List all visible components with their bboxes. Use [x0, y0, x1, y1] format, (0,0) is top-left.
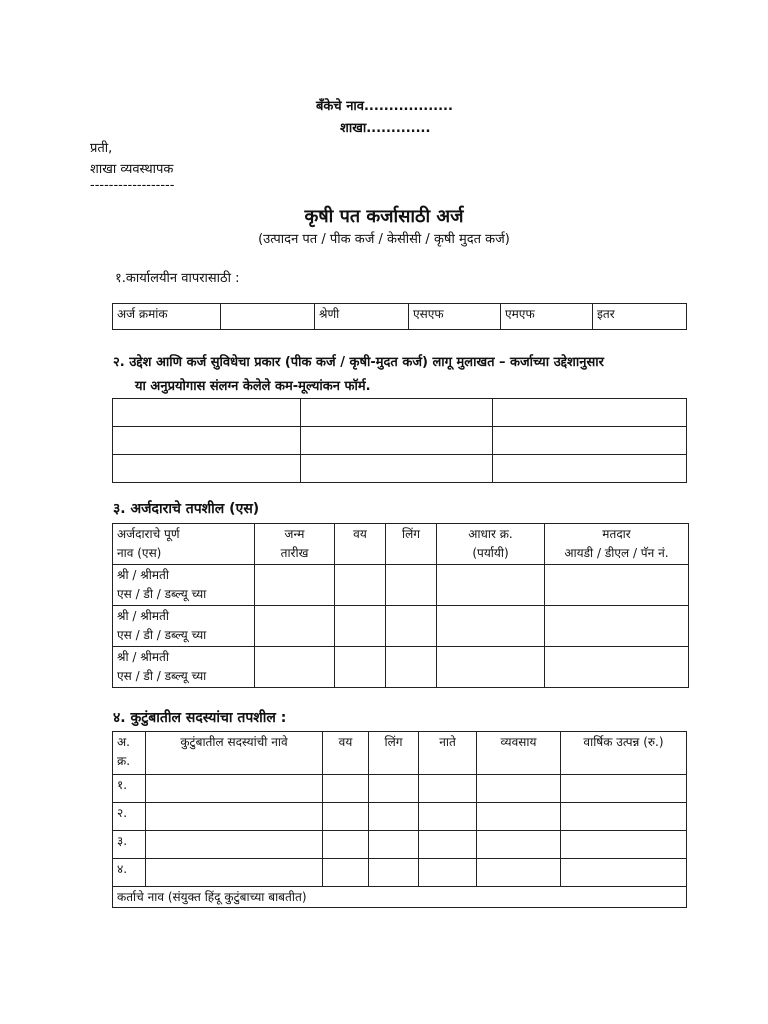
category-other-cell[interactable]: इतर: [593, 304, 687, 330]
annual-income-cell[interactable]: [561, 775, 687, 803]
occupation-cell[interactable]: [477, 859, 561, 887]
occupation-header: व्यवसाय: [477, 732, 561, 775]
purpose-cell[interactable]: [113, 455, 301, 483]
application-number-field[interactable]: [221, 304, 315, 330]
purpose-cell[interactable]: [113, 427, 301, 455]
bank-name: बँकेचे नाव..................: [316, 99, 453, 114]
age-cell[interactable]: [335, 565, 386, 606]
gender-cell[interactable]: [369, 775, 419, 803]
member-name-cell[interactable]: [146, 859, 323, 887]
serial-number-cell: १.: [113, 775, 146, 803]
applicant-name-cell[interactable]: श्री / श्रीमती एस / डी / डब्ल्यू च्या: [113, 565, 255, 606]
occupation-cell[interactable]: [477, 831, 561, 859]
relation-cell[interactable]: [419, 831, 477, 859]
annual-income-header: वार्षिक उत्पन्न (रु.): [561, 732, 687, 775]
applicant-name-header: अर्जदाराचे पूर्ण नाव (एस): [113, 524, 255, 565]
section4-heading: ४. कुटुंबातील सदस्यांचा तपशील :: [113, 710, 287, 726]
applicant-details-table: [112, 523, 689, 688]
applicant-row: [113, 647, 689, 688]
serial-number-cell: ३.: [113, 831, 146, 859]
relation-cell[interactable]: [419, 775, 477, 803]
date-of-birth-cell[interactable]: [255, 606, 335, 647]
occupation-cell[interactable]: [477, 803, 561, 831]
member-name-cell[interactable]: [146, 775, 323, 803]
category-mf-cell[interactable]: एमएफ: [501, 304, 593, 330]
age-header: वय: [335, 524, 386, 565]
gender-header: लिंग: [369, 732, 419, 775]
family-member-row: [113, 831, 687, 859]
relation-cell[interactable]: [419, 803, 477, 831]
purpose-cell[interactable]: [493, 399, 687, 427]
section1-heading: १.कार्यालयीन वापरासाठी :: [115, 271, 240, 286]
voter-id-cell[interactable]: [545, 647, 689, 688]
age-header: वय: [323, 732, 369, 775]
branch-name: शाखा.............: [340, 121, 431, 136]
gender-cell[interactable]: [386, 565, 437, 606]
family-member-row: [113, 803, 687, 831]
purpose-cell[interactable]: [301, 399, 493, 427]
age-cell[interactable]: [323, 859, 369, 887]
gender-header: लिंग: [386, 524, 437, 565]
serial-number-cell: ४.: [113, 859, 146, 887]
section2-heading-line1: २. उद्देश आणि कर्ज सुविधेचा प्रकार (पीक कर्ज / कृषी-मुदत कर्ज) लागू मुलाखत – कर्जाच्या उद्देशानुसार: [113, 355, 604, 370]
date-of-birth-header: जन्म तारीख: [255, 524, 335, 565]
form-title: कृषी पत कर्जासाठी अर्ज: [304, 206, 464, 227]
age-cell[interactable]: [323, 775, 369, 803]
aadhaar-cell[interactable]: [437, 565, 545, 606]
age-cell[interactable]: [335, 606, 386, 647]
voter-id-header: मतदार आयडी / डीएल / पॅन नं.: [545, 524, 689, 565]
gender-cell[interactable]: [369, 803, 419, 831]
serial-number-header: अ. क्र.: [113, 732, 146, 775]
gender-cell[interactable]: [386, 647, 437, 688]
member-name-cell[interactable]: [146, 803, 323, 831]
relation-header: नाते: [419, 732, 477, 775]
applicant-row: [113, 606, 689, 647]
age-cell[interactable]: [335, 647, 386, 688]
relation-cell[interactable]: [419, 859, 477, 887]
aadhaar-cell[interactable]: [437, 606, 545, 647]
age-cell[interactable]: [323, 803, 369, 831]
purpose-cell[interactable]: [301, 455, 493, 483]
category-sf-cell[interactable]: एसएफ: [409, 304, 501, 330]
annual-income-cell[interactable]: [561, 859, 687, 887]
applicant-name-cell[interactable]: श्री / श्रीमती एस / डी / डब्ल्यू च्या: [113, 647, 255, 688]
applicant-name-cell[interactable]: श्री / श्रीमती एस / डी / डब्ल्यू च्या: [113, 606, 255, 647]
purpose-cell[interactable]: [493, 455, 687, 483]
addressee-dashes: ------------------: [90, 178, 175, 193]
voter-id-cell[interactable]: [545, 606, 689, 647]
family-member-row: [113, 859, 687, 887]
annual-income-cell[interactable]: [561, 803, 687, 831]
voter-id-cell[interactable]: [545, 565, 689, 606]
aadhaar-cell[interactable]: [437, 647, 545, 688]
date-of-birth-cell[interactable]: [255, 565, 335, 606]
purpose-cell[interactable]: [113, 399, 301, 427]
karta-name-field[interactable]: कर्ताचे नाव (संयुक्त हिंदू कुटुंबाच्या बाबतीत): [113, 887, 687, 908]
category-label: श्रेणी: [315, 304, 409, 330]
purpose-cell[interactable]: [301, 427, 493, 455]
occupation-cell[interactable]: [477, 775, 561, 803]
gender-cell[interactable]: [386, 606, 437, 647]
office-use-table: [112, 303, 687, 330]
addressee-branch-manager: शाखा व्यवस्थापक: [90, 162, 174, 177]
family-members-table: [112, 731, 687, 908]
annual-income-cell[interactable]: [561, 831, 687, 859]
serial-number-cell: २.: [113, 803, 146, 831]
addressee-to: प्रती,: [90, 141, 113, 156]
member-name-cell[interactable]: [146, 831, 323, 859]
aadhaar-header: आधार क्र. (पर्यायी): [437, 524, 545, 565]
gender-cell[interactable]: [369, 831, 419, 859]
purpose-table: [112, 398, 687, 483]
section3-heading: ३. अर्जदाराचे तपशील (एस): [113, 501, 260, 517]
member-name-header: कुटुंबातील सदस्यांची नावे: [146, 732, 323, 775]
application-number-label: अर्ज क्रमांक: [113, 304, 221, 330]
date-of-birth-cell[interactable]: [255, 647, 335, 688]
purpose-cell[interactable]: [493, 427, 687, 455]
family-member-row: [113, 775, 687, 803]
form-subtitle: (उत्पादन पत / पीक कर्ज / केसीसी / कृषी मुदत कर्ज): [258, 232, 510, 247]
section2-heading-line2: या अनुप्रयोगास संलग्न केलेले कम-मूल्यांकन फॉर्म.: [135, 379, 371, 394]
age-cell[interactable]: [323, 831, 369, 859]
gender-cell[interactable]: [369, 859, 419, 887]
applicant-row: [113, 565, 689, 606]
